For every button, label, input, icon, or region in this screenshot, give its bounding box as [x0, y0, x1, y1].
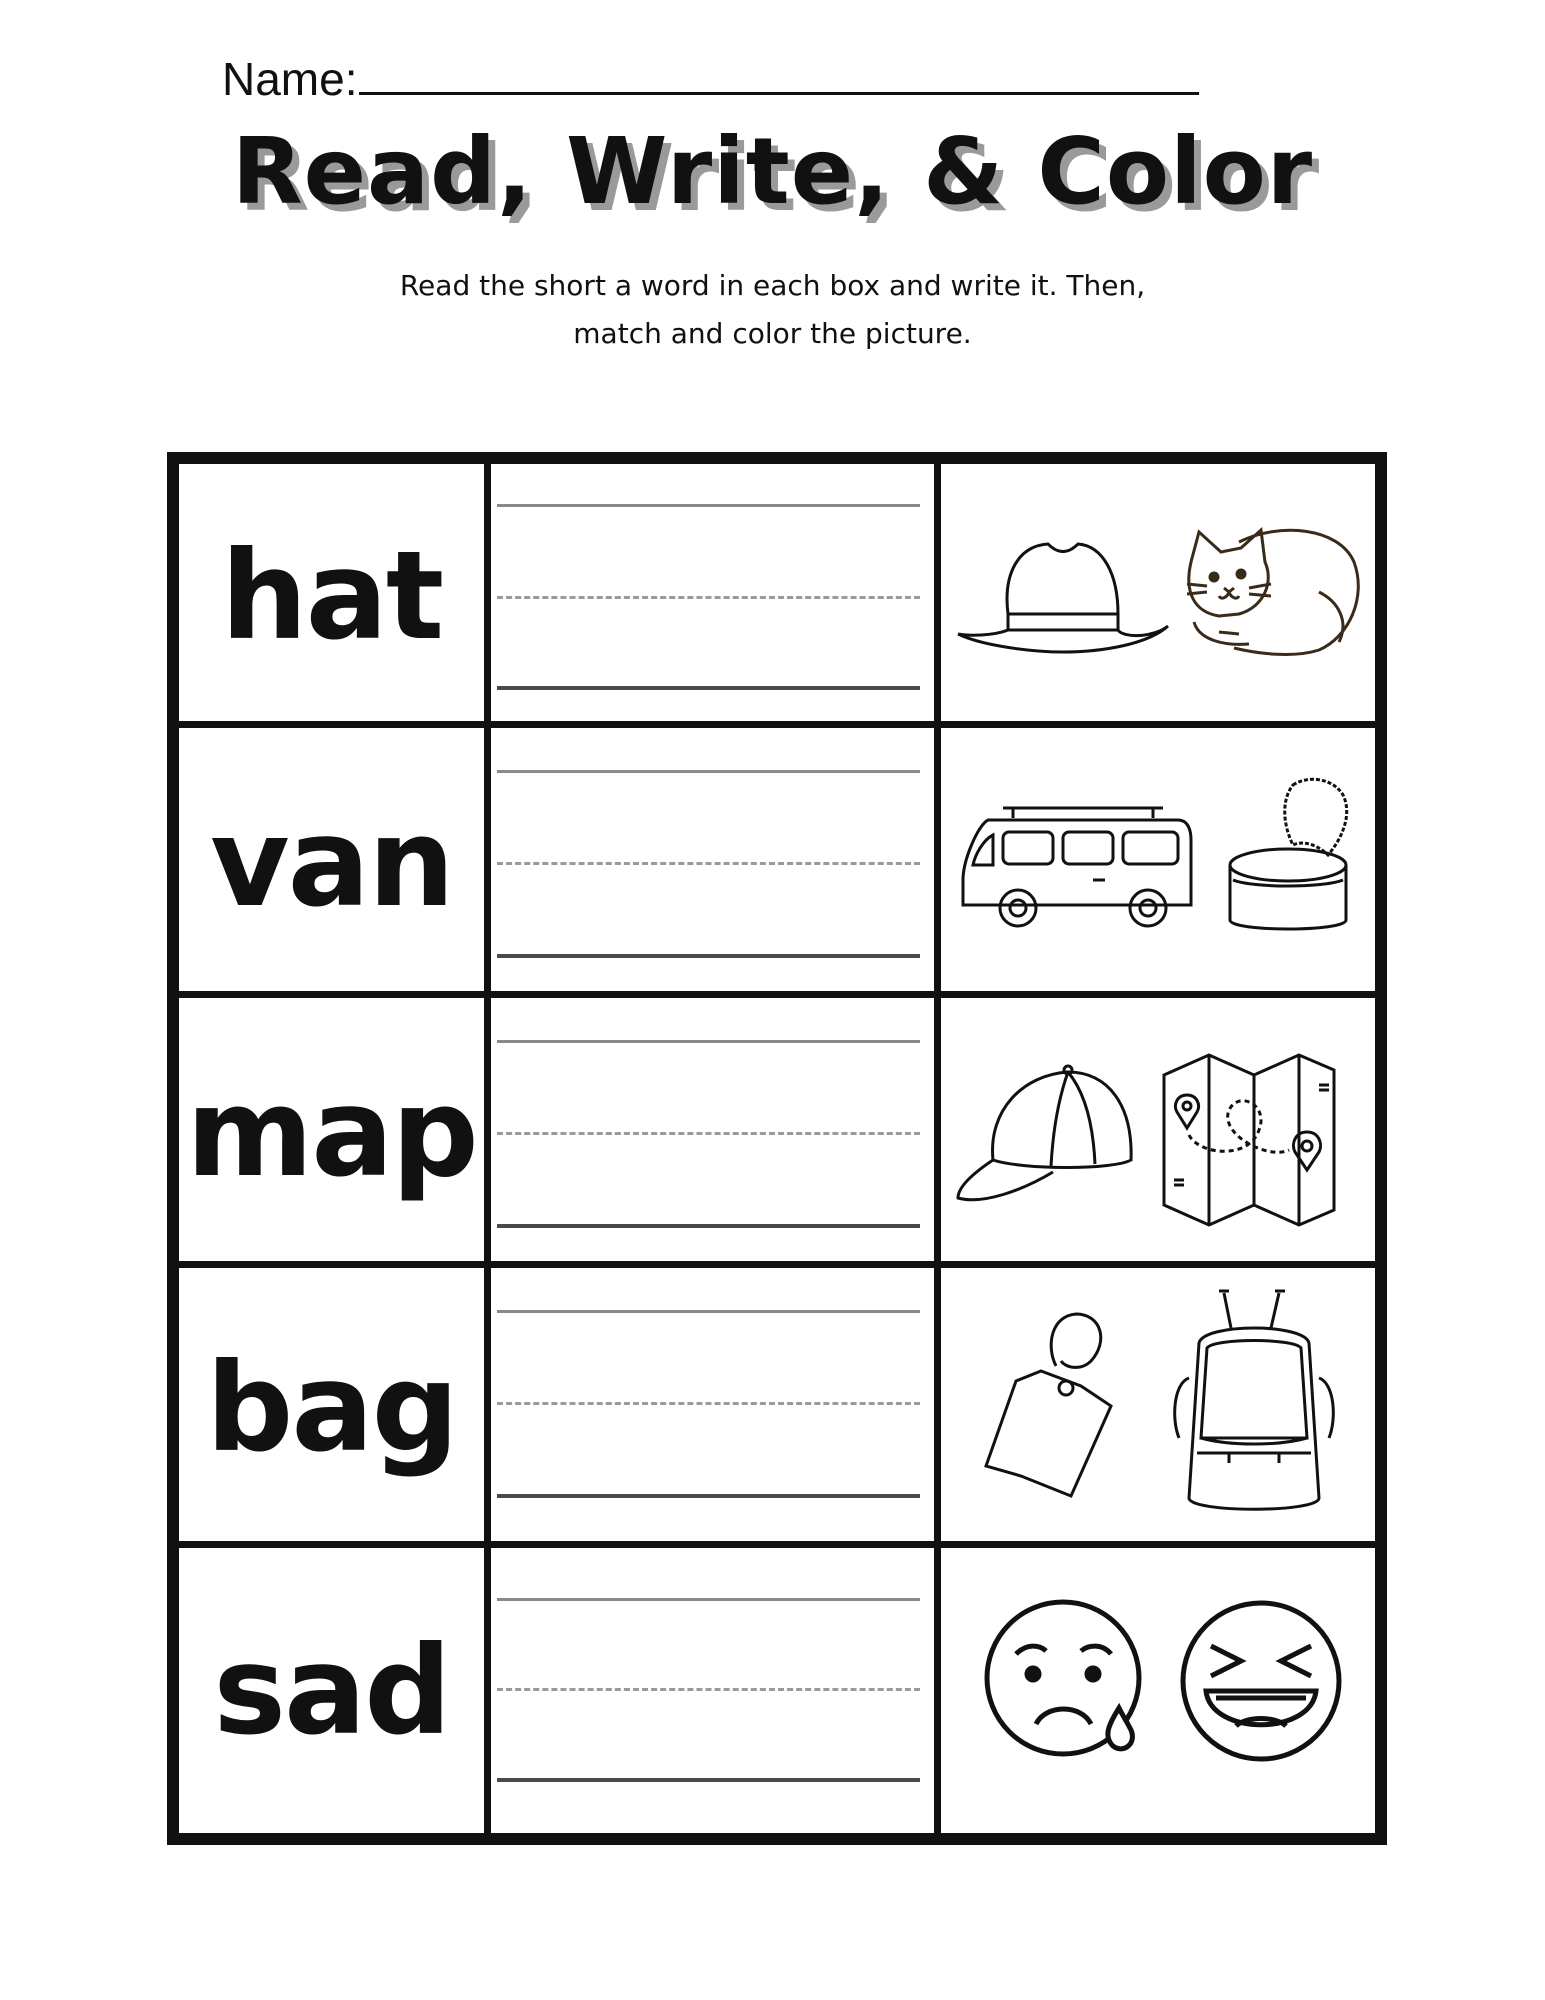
guide-base-line [497, 686, 920, 690]
page-title: Read, Write, & Color [231, 118, 1314, 225]
laughing-face-icon[interactable] [1176, 1596, 1346, 1766]
picture-cell [941, 728, 1375, 998]
word-cell [179, 1548, 491, 1833]
word-cell [179, 998, 491, 1268]
guide-top-line [497, 770, 920, 773]
word-label: hat [220, 525, 443, 667]
guide-top-line [497, 1310, 920, 1313]
guide-mid-line [497, 596, 920, 599]
hat-icon[interactable] [953, 534, 1173, 654]
guide-top-line [497, 1040, 920, 1043]
row-divider [179, 991, 1375, 998]
writing-cell[interactable] [491, 1548, 941, 1833]
guide-mid-line [497, 1402, 920, 1405]
picture-cell [941, 1548, 1375, 1833]
worksheet-grid [167, 452, 1387, 1845]
guide-base-line [497, 1224, 920, 1228]
guide-top-line [497, 504, 920, 507]
guide-base-line [497, 1494, 920, 1498]
guide-base-line [497, 1778, 920, 1782]
name-underline[interactable] [359, 54, 1199, 95]
word-label: map [186, 1062, 477, 1204]
guide-mid-line [497, 1688, 920, 1691]
writing-cell[interactable] [491, 998, 941, 1268]
picture-cell [941, 998, 1375, 1268]
worksheet-row [179, 998, 1375, 1268]
instructions-line-1: Read the short a word in each box and write it. Then, [399, 269, 1146, 302]
cap-icon[interactable] [953, 1060, 1143, 1210]
word-cell [179, 728, 491, 998]
worksheet-row [179, 728, 1375, 998]
row-divider [179, 721, 1375, 728]
word-cell [179, 1268, 491, 1548]
worksheet-row [179, 1548, 1375, 1833]
worksheet-row [179, 464, 1375, 728]
guide-base-line [497, 954, 920, 958]
writing-cell[interactable] [491, 728, 941, 998]
guide-mid-line [497, 1132, 920, 1135]
instructions [0, 262, 1545, 358]
row-divider [179, 1261, 1375, 1268]
writing-cell[interactable] [491, 464, 941, 728]
instructions-line-2: match and color the picture. [573, 317, 972, 350]
word-label: bag [206, 1337, 457, 1479]
guide-top-line [497, 1598, 920, 1601]
guide-mid-line [497, 862, 920, 865]
can-icon[interactable] [1223, 770, 1363, 940]
name-label: Name: [222, 53, 358, 105]
word-label: sad [213, 1619, 450, 1762]
van-icon[interactable] [953, 800, 1203, 930]
picture-cell [941, 1268, 1375, 1548]
name-field[interactable] [222, 52, 1199, 106]
tag-icon[interactable] [981, 1306, 1131, 1516]
sad-face-icon[interactable] [981, 1596, 1151, 1766]
backpack-icon[interactable] [1169, 1288, 1339, 1528]
picture-cell [941, 464, 1375, 728]
word-label: van [210, 792, 453, 934]
worksheet-row [179, 1268, 1375, 1548]
map-icon[interactable] [1159, 1050, 1339, 1230]
writing-cell[interactable] [491, 1268, 941, 1548]
cat-icon[interactable] [1179, 522, 1369, 662]
row-divider [179, 1541, 1375, 1548]
word-cell [179, 464, 491, 728]
